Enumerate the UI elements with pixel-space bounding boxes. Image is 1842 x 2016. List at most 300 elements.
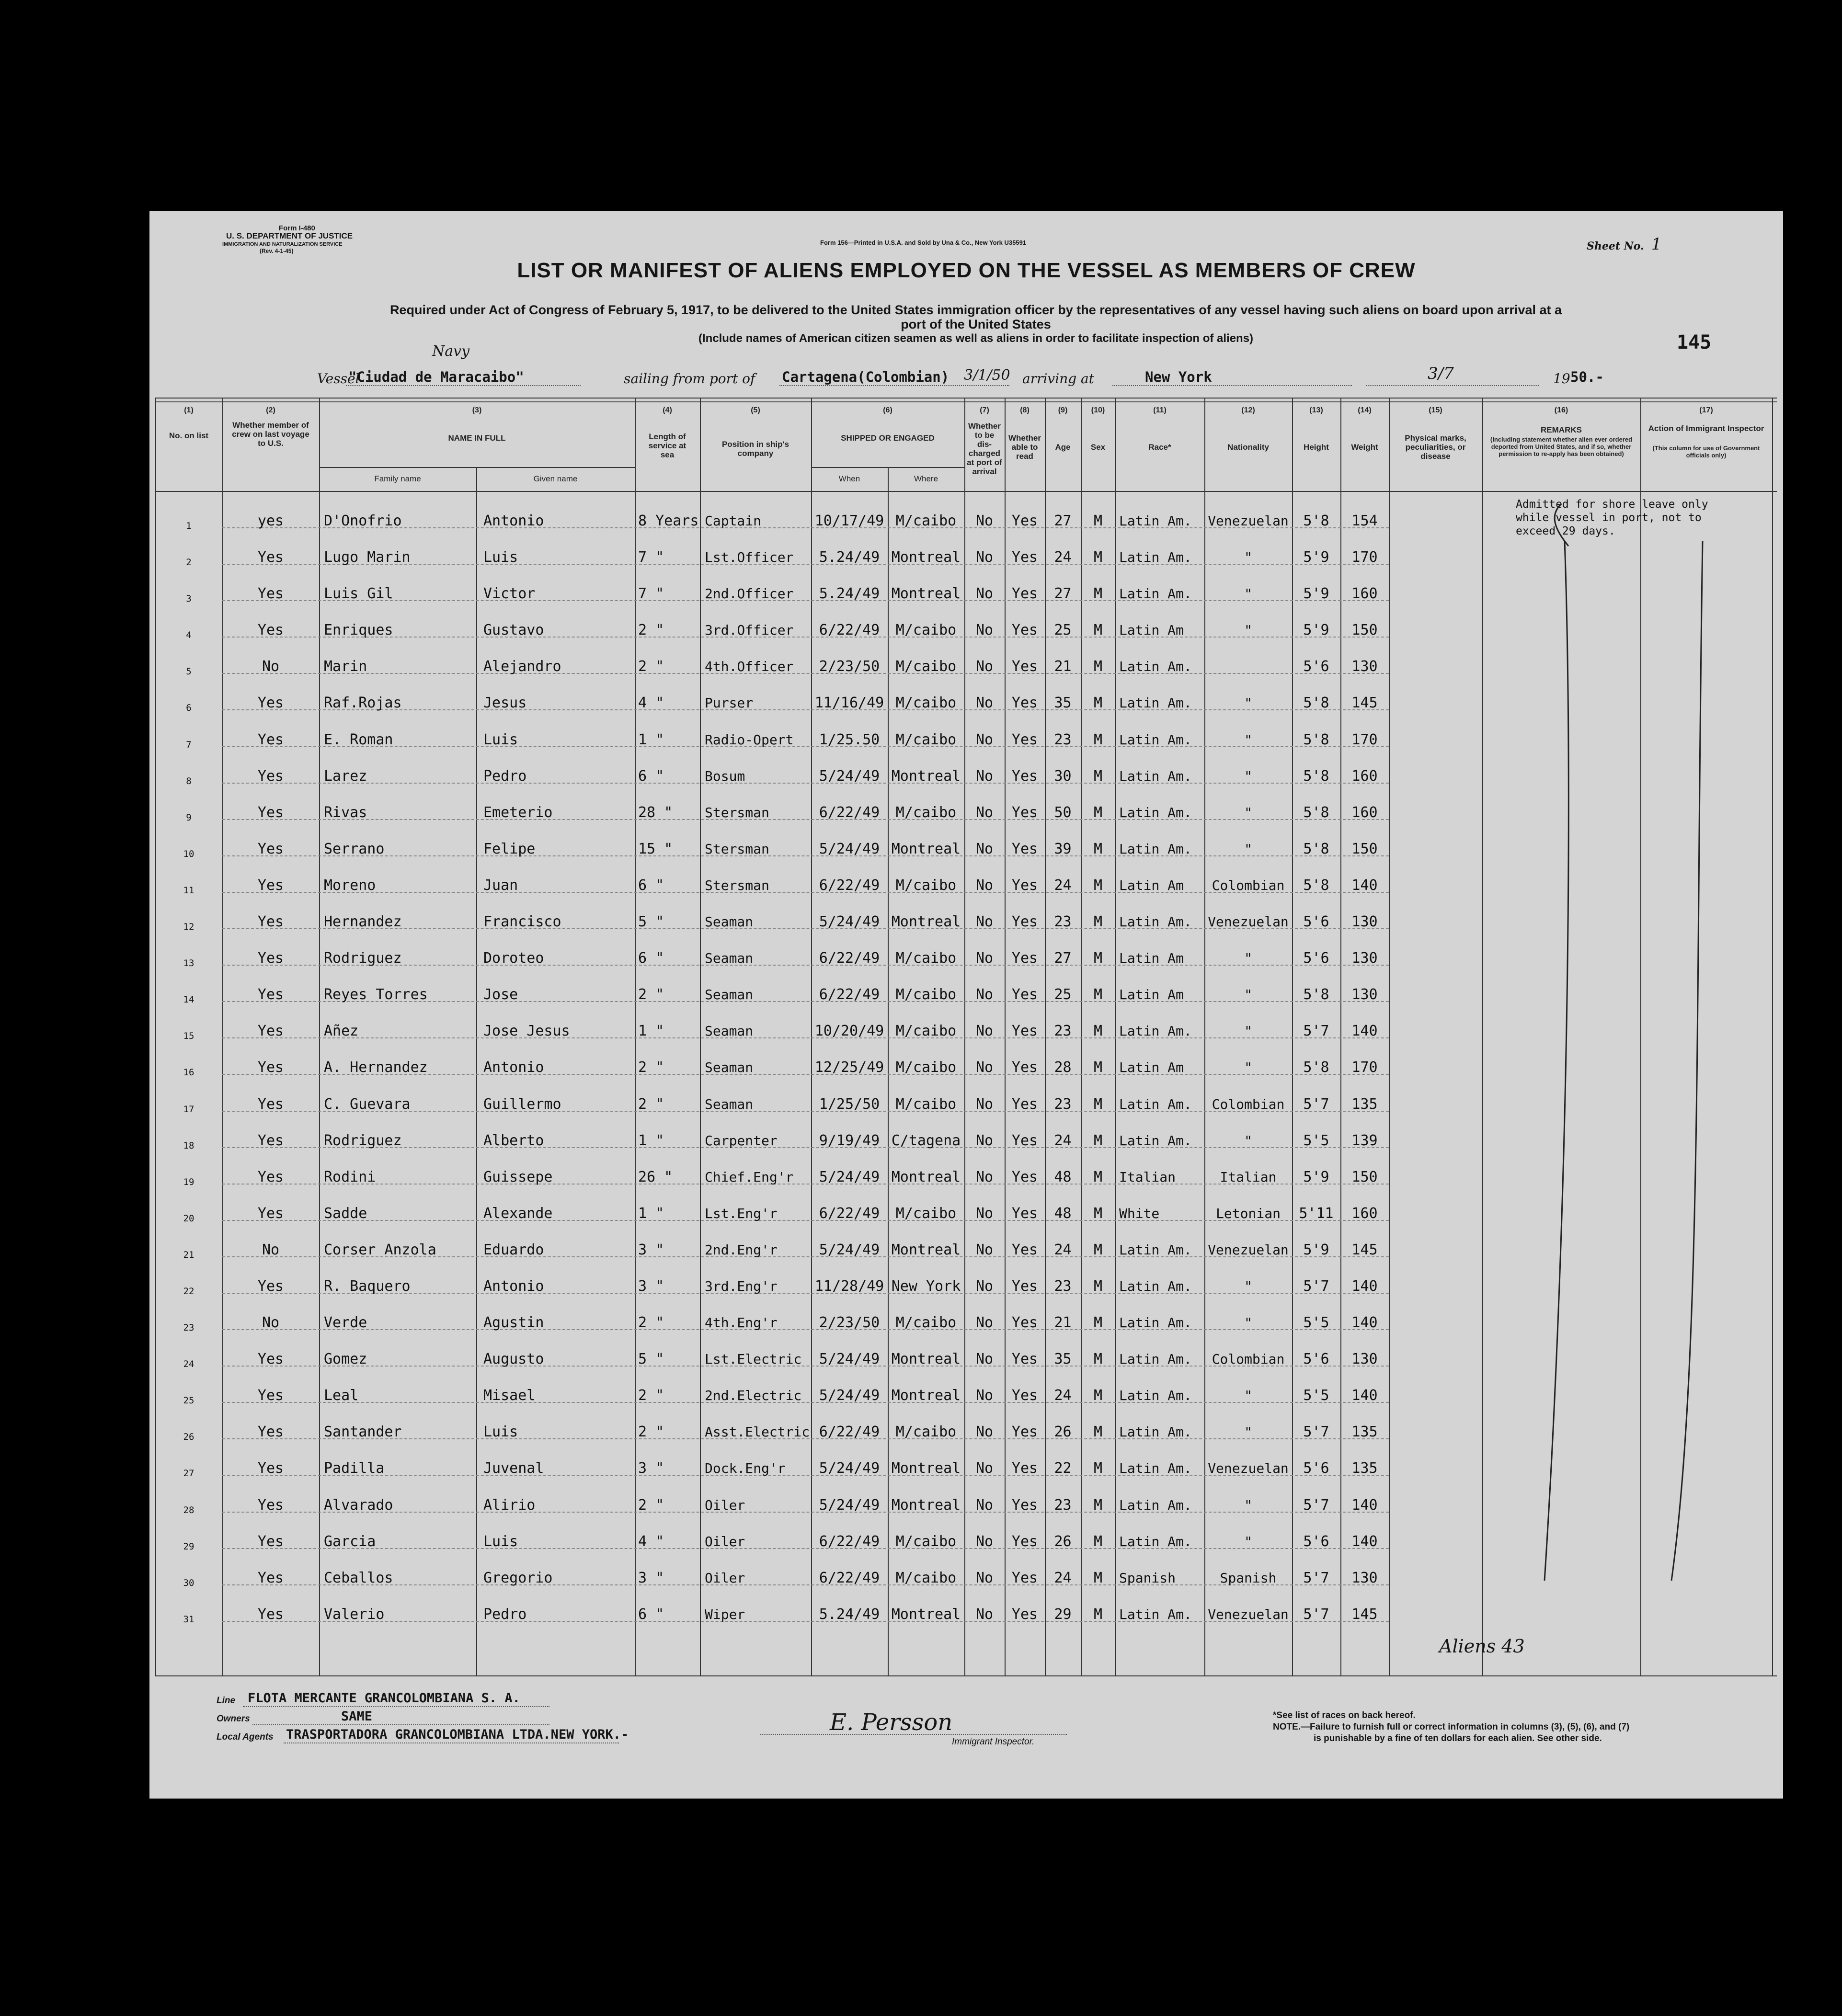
- sailing-label: sailing from port of: [624, 371, 755, 387]
- shipped-when: 10/20/49: [814, 1023, 884, 1040]
- height: 5'6: [1303, 913, 1329, 931]
- row-number: 4: [186, 630, 192, 641]
- height: 5'9: [1303, 1168, 1329, 1185]
- shipping-line: FLOTA MERCANTE GRANCOLOMBIANA S. A.: [248, 1691, 520, 1706]
- age: 25: [1054, 986, 1072, 1003]
- department: U. S. DEPARTMENT OF JUSTICE: [226, 231, 353, 240]
- age: 24: [1054, 1387, 1072, 1404]
- sex: M: [1093, 1314, 1103, 1332]
- discharged: No: [975, 1533, 994, 1550]
- service-length: 4 ": [638, 1533, 664, 1550]
- col-head-last-voyage: Whether member of crew on last voyage to U.S.: [232, 421, 309, 448]
- shipped-where: M/caibo: [895, 1205, 957, 1222]
- height: 5'7: [1303, 1606, 1329, 1623]
- discharged: No: [975, 549, 994, 566]
- nationality: Venezuelan: [1208, 1241, 1289, 1258]
- remark-line-2: while vessel in port, not to: [1516, 512, 1702, 524]
- weight: 150: [1351, 1168, 1378, 1185]
- col-head-nationality: Nationality: [1227, 443, 1269, 452]
- requirement-line-3: (Include names of American citizen seamen as well as aliens in order to facilitate inspection of aliens): [698, 332, 1254, 345]
- sex: M: [1093, 1132, 1103, 1149]
- race: Latin Am.: [1119, 768, 1192, 784]
- family-name: Ceballos: [324, 1569, 393, 1586]
- given-name: Misael: [483, 1387, 536, 1404]
- row-number: 10: [183, 848, 194, 859]
- weight: 170: [1351, 731, 1378, 748]
- family-name: Lugo Marin: [324, 549, 411, 566]
- able-to-read: Yes: [1011, 549, 1038, 566]
- discharged: No: [975, 1387, 994, 1404]
- shipped-where: M/caibo: [895, 986, 957, 1003]
- requirement-line-1: Required under Act of Congress of February 5, 1917, to be delivered to the United States immigration officer by the representatives of any vessel having such aliens on board upon arrival at a: [389, 303, 1562, 317]
- able-to-read: Yes: [1011, 1460, 1038, 1477]
- sex: M: [1093, 1424, 1103, 1441]
- race: Latin Am.: [1119, 1497, 1192, 1513]
- family-name: Marin: [324, 658, 367, 675]
- nationality: ": [1244, 1497, 1252, 1513]
- inspector-label: Immigrant Inspector.: [952, 1737, 1035, 1747]
- height: 5'7: [1303, 1496, 1329, 1514]
- race: Latin Am.: [1119, 841, 1192, 857]
- nationality: ": [1244, 549, 1252, 566]
- remark-line-3: exceed 29 days.: [1516, 525, 1615, 537]
- position: Lst.Eng'r: [705, 1205, 778, 1221]
- height: 5'7: [1303, 1023, 1329, 1040]
- height: 5'8: [1303, 695, 1329, 712]
- weight: 130: [1351, 986, 1378, 1003]
- discharged: No: [975, 950, 994, 967]
- remark-line-1: Admitted for shore leave only: [1516, 498, 1708, 511]
- race: Latin Am.: [1119, 513, 1192, 529]
- nationality: Italian: [1220, 1169, 1277, 1185]
- col-head-position: Position in ship's company: [721, 440, 789, 458]
- shipped-when: 5/24/49: [819, 1387, 880, 1404]
- last-voyage: Yes: [257, 1460, 284, 1477]
- shipped-when: 5/24/49: [819, 840, 880, 857]
- sex: M: [1093, 1460, 1103, 1477]
- shipped-where: M/caibo: [895, 1023, 957, 1040]
- col-head-where: Where: [914, 474, 938, 483]
- age: 24: [1054, 549, 1072, 566]
- col-num-1: (1): [184, 406, 194, 414]
- family-name: Moreno: [324, 877, 376, 894]
- able-to-read: Yes: [1011, 986, 1038, 1003]
- nationality: ": [1244, 622, 1252, 638]
- shipped-when: 9/19/49: [819, 1132, 880, 1149]
- nationality: ": [1244, 1278, 1252, 1294]
- able-to-read: Yes: [1011, 1533, 1038, 1550]
- sex: M: [1093, 1533, 1103, 1550]
- position: Seaman: [705, 914, 754, 930]
- nationality: Letonian: [1216, 1205, 1281, 1221]
- weight: 139: [1351, 1132, 1378, 1149]
- height: 5'7: [1303, 1424, 1329, 1441]
- col-head-name: NAME IN FULL: [448, 433, 506, 443]
- sex: M: [1093, 913, 1103, 931]
- nationality: ": [1244, 586, 1252, 602]
- row-number: 16: [183, 1067, 194, 1078]
- row-number: 28: [183, 1504, 194, 1515]
- race: Latin Am: [1119, 622, 1184, 638]
- weight: 150: [1351, 840, 1378, 857]
- row-number: 12: [183, 922, 194, 933]
- service-length: 3 ": [638, 1460, 664, 1477]
- service-length: 3 ": [638, 1241, 664, 1258]
- given-name: Guillermo: [483, 1095, 561, 1113]
- row-number: 22: [183, 1286, 194, 1297]
- able-to-read: Yes: [1011, 1023, 1038, 1040]
- col-head-family-name: Family name: [374, 474, 421, 483]
- service-length: 5 ": [638, 913, 664, 931]
- race: Latin Am: [1119, 1059, 1184, 1076]
- crew-table: [155, 398, 1777, 1676]
- shipped-where: Montreal: [891, 1387, 961, 1404]
- position: 4th.Officer: [705, 659, 794, 675]
- shipped-when: 1/25/50: [819, 1095, 880, 1113]
- given-name: Antonio: [483, 1059, 544, 1076]
- position: Seaman: [705, 987, 754, 1003]
- height: 5'7: [1303, 1277, 1329, 1295]
- age: 23: [1054, 731, 1072, 748]
- col-head-service: Length of service at sea: [648, 432, 686, 459]
- height: 5'8: [1303, 804, 1329, 821]
- position: Oiler: [705, 1497, 745, 1513]
- family-name: Rodriguez: [324, 1132, 402, 1149]
- age: 24: [1054, 1132, 1072, 1149]
- nationality: ": [1244, 1315, 1252, 1331]
- nationality: ": [1244, 987, 1252, 1003]
- discharged: No: [975, 1168, 994, 1185]
- sex: M: [1093, 1059, 1103, 1076]
- nationality: ": [1244, 1388, 1252, 1404]
- weight: 170: [1351, 1059, 1378, 1076]
- position: Seaman: [705, 1023, 754, 1039]
- given-name: Doroteo: [483, 950, 544, 967]
- last-voyage: Yes: [257, 1132, 284, 1149]
- row-number: 18: [183, 1140, 194, 1151]
- weight: 130: [1351, 913, 1378, 931]
- col-head-sex: Sex: [1090, 443, 1106, 452]
- given-name: Antonio: [483, 1277, 544, 1295]
- discharged: No: [975, 658, 994, 675]
- race: Latin Am.: [1119, 1351, 1192, 1367]
- position: Radio-Opert: [705, 731, 794, 748]
- position: Lst.Electric: [705, 1351, 802, 1367]
- row-number: 26: [183, 1432, 194, 1443]
- weight: 145: [1351, 1241, 1378, 1258]
- last-voyage: Yes: [257, 1059, 284, 1076]
- row-number: 3: [186, 593, 192, 604]
- last-voyage: No: [262, 658, 280, 675]
- family-name: Serrano: [324, 840, 385, 857]
- vessel-name: "Ciudad de Maracaibo": [348, 369, 524, 385]
- discharged: No: [975, 1241, 994, 1258]
- weight: 140: [1351, 1314, 1378, 1332]
- weight: 130: [1351, 950, 1378, 967]
- able-to-read: Yes: [1011, 804, 1038, 821]
- shipped-where: Montreal: [891, 1168, 961, 1185]
- service-length: 6 ": [638, 950, 664, 967]
- ditto-strokes: [155, 398, 1777, 1676]
- position: Captain: [705, 513, 762, 529]
- sex: M: [1093, 1277, 1103, 1295]
- position: Bosum: [705, 768, 745, 784]
- last-voyage: Yes: [257, 1168, 284, 1185]
- age: 48: [1054, 1168, 1072, 1185]
- arriving-label: arriving at: [1022, 371, 1094, 387]
- service-length: 6 ": [638, 877, 664, 894]
- col-num-10: (10): [1091, 406, 1105, 414]
- position: 3rd.Officer: [705, 622, 794, 638]
- col-head-height: Height: [1304, 443, 1329, 452]
- age: 23: [1054, 913, 1072, 931]
- age: 39: [1054, 840, 1072, 857]
- col-head-weight: Weight: [1351, 443, 1378, 452]
- given-name: Alexande: [483, 1205, 553, 1222]
- weight: 160: [1351, 767, 1378, 785]
- position: 2nd.Officer: [705, 586, 794, 602]
- arrival-date: 3/7: [1428, 364, 1454, 383]
- row-number: 27: [183, 1468, 194, 1479]
- position: Stersman: [705, 804, 769, 820]
- row-number: 5: [186, 666, 192, 677]
- row-number: 14: [183, 994, 194, 1005]
- able-to-read: Yes: [1011, 1569, 1038, 1586]
- service-length: 1 ": [638, 1023, 664, 1040]
- local-agents: TRASPORTADORA GRANCOLOMBIANA LTDA.NEW YORK.-: [286, 1727, 629, 1742]
- family-name: Garcia: [324, 1533, 376, 1550]
- col-head-given-name: Given name: [533, 474, 578, 483]
- col-num-2: (2): [266, 406, 275, 414]
- given-name: Jesus: [483, 695, 527, 712]
- row-number: 13: [183, 958, 194, 969]
- shipped-where: M/caibo: [895, 1569, 957, 1586]
- position: Asst.Electric: [705, 1424, 810, 1440]
- service-length: 8 Years: [638, 513, 699, 529]
- col-head-shipped: SHIPPED OR ENGAGED: [841, 433, 935, 443]
- nationality: Colombian: [1212, 1351, 1285, 1367]
- height: 5'6: [1303, 658, 1329, 675]
- col-num-7: (7): [980, 406, 989, 414]
- given-name: Eduardo: [483, 1241, 544, 1258]
- shipped-where: Montreal: [891, 913, 961, 931]
- given-name: Gustavo: [483, 622, 544, 639]
- shipped-when: 5/24/49: [819, 1460, 880, 1477]
- nationality: ": [1244, 950, 1252, 967]
- shipped-when: 6/22/49: [819, 804, 880, 821]
- discharged: No: [975, 622, 994, 639]
- age: 35: [1054, 1351, 1072, 1368]
- family-name: Valerio: [324, 1606, 385, 1623]
- race: White: [1119, 1205, 1160, 1221]
- row-number: 29: [183, 1541, 194, 1552]
- discharged: No: [975, 1606, 994, 1623]
- shipped-when: 1/25.50: [819, 731, 880, 748]
- nationality: ": [1244, 1424, 1252, 1440]
- able-to-read: Yes: [1011, 1241, 1038, 1258]
- service-length: 1 ": [638, 1205, 664, 1222]
- nationality: Spanish: [1220, 1570, 1277, 1586]
- row-number: 6: [186, 703, 192, 714]
- shipped-where: M/caibo: [895, 1314, 957, 1332]
- height: 5'7: [1303, 1095, 1329, 1113]
- last-voyage: Yes: [257, 767, 284, 785]
- row-number: 20: [183, 1213, 194, 1224]
- position: Lst.Officer: [705, 549, 794, 566]
- given-name: Jose Jesus: [483, 1023, 570, 1040]
- shipped-where: Montreal: [891, 1606, 961, 1623]
- race: Latin Am.: [1119, 1460, 1192, 1477]
- total-aliens: Aliens 43: [1439, 1636, 1525, 1657]
- family-name: Santander: [324, 1424, 402, 1441]
- last-voyage: Yes: [257, 840, 284, 857]
- family-name: A. Hernandez: [324, 1059, 428, 1076]
- sex: M: [1093, 804, 1103, 821]
- nationality: ": [1244, 841, 1252, 857]
- race: Spanish: [1119, 1570, 1176, 1586]
- given-name: Emeterio: [483, 804, 553, 821]
- discharged: No: [975, 840, 994, 857]
- height: 5'6: [1303, 1460, 1329, 1477]
- race: Latin Am: [1119, 987, 1184, 1003]
- family-name: Gomez: [324, 1351, 367, 1368]
- sex: M: [1093, 840, 1103, 857]
- family-name: Rivas: [324, 804, 367, 821]
- given-name: Luis: [483, 731, 518, 748]
- age: 50: [1054, 804, 1072, 821]
- shipped-where: Montreal: [891, 1351, 961, 1368]
- discharged: No: [975, 513, 994, 529]
- able-to-read: Yes: [1011, 1168, 1038, 1185]
- age: 23: [1054, 1023, 1072, 1040]
- weight: 135: [1351, 1460, 1378, 1477]
- shipped-where: Montreal: [891, 549, 961, 566]
- shipped-when: 5/24/49: [819, 1168, 880, 1185]
- service: IMMIGRATION AND NATURALIZATION SERVICE: [222, 241, 343, 247]
- discharged: No: [975, 767, 994, 785]
- shipped-where: M/caibo: [895, 877, 957, 894]
- family-name: Reyes Torres: [324, 986, 428, 1003]
- sex: M: [1093, 1205, 1103, 1222]
- nationality: ": [1244, 695, 1252, 711]
- form-number: Form I-480: [279, 224, 315, 232]
- nationality: ": [1244, 804, 1252, 820]
- shipped-where: Montreal: [891, 840, 961, 857]
- owners-label: Owners: [217, 1714, 250, 1724]
- nationality: Venezuelan: [1208, 1460, 1289, 1477]
- col-num-15: (15): [1429, 406, 1442, 414]
- family-name: Larez: [324, 767, 367, 785]
- col-head-physical: Physical marks, peculiarities, or disease: [1405, 433, 1466, 461]
- nationality: ": [1244, 1132, 1252, 1149]
- height: 5'9: [1303, 1241, 1329, 1258]
- shipped-where: M/caibo: [895, 1059, 957, 1076]
- given-name: Gregorio: [483, 1569, 553, 1586]
- shipped-where: M/caibo: [895, 950, 957, 967]
- weight: 160: [1351, 585, 1378, 603]
- shipped-when: 12/25/49: [814, 1059, 884, 1076]
- weight: 140: [1351, 1277, 1378, 1295]
- col-num-17: (17): [1699, 406, 1713, 414]
- family-name: C. Guevara: [324, 1095, 411, 1113]
- able-to-read: Yes: [1011, 695, 1038, 712]
- col-num-12: (12): [1241, 406, 1255, 414]
- service-length: 2 ": [638, 1424, 664, 1441]
- service-length: 3 ": [638, 1277, 664, 1295]
- requirement-line-2: port of the United States: [901, 317, 1051, 331]
- age: 27: [1054, 513, 1072, 529]
- given-name: Alberto: [483, 1132, 544, 1149]
- shipped-where: M/caibo: [895, 513, 957, 529]
- height: 5'8: [1303, 877, 1329, 894]
- sheet-label: Sheet No.: [1587, 240, 1644, 252]
- family-name: R. Baquero: [324, 1277, 411, 1295]
- age: 24: [1054, 1241, 1072, 1258]
- row-number: 17: [183, 1104, 194, 1115]
- age: 26: [1054, 1533, 1072, 1550]
- sex: M: [1093, 767, 1103, 785]
- arrival-port: New York: [1145, 369, 1212, 385]
- height: 5'8: [1303, 840, 1329, 857]
- discharged: No: [975, 1205, 994, 1222]
- row-number: 9: [186, 812, 192, 823]
- shipped-when: 6/22/49: [819, 1569, 880, 1586]
- service-length: 1 ": [638, 1132, 664, 1149]
- weight: 160: [1351, 1205, 1378, 1222]
- position: Stersman: [705, 841, 769, 857]
- discharged: No: [975, 585, 994, 603]
- able-to-read: Yes: [1011, 1351, 1038, 1368]
- shipped-when: 2/23/50: [819, 658, 880, 675]
- shipped-where: M/caibo: [895, 1095, 957, 1113]
- vessel-annotation: Navy: [432, 343, 470, 360]
- race: Latin Am.: [1119, 1388, 1192, 1404]
- row-number: 2: [186, 557, 192, 568]
- race: Latin Am.: [1119, 731, 1192, 748]
- given-name: Luis: [483, 1533, 518, 1550]
- able-to-read: Yes: [1011, 1132, 1038, 1149]
- height: 5'8: [1303, 767, 1329, 785]
- shipped-when: 11/16/49: [814, 695, 884, 712]
- owners: SAME: [341, 1709, 373, 1724]
- last-voyage: Yes: [257, 1387, 284, 1404]
- service-length: 2 ": [638, 1387, 664, 1404]
- race: Latin Am.: [1119, 804, 1192, 820]
- race: Latin Am.: [1119, 659, 1192, 675]
- vessel-label: Vessel: [317, 371, 360, 387]
- row-number: 8: [186, 775, 192, 786]
- weight: 135: [1351, 1095, 1378, 1113]
- sex: M: [1093, 1496, 1103, 1514]
- able-to-read: Yes: [1011, 1205, 1038, 1222]
- discharged: No: [975, 1460, 994, 1477]
- able-to-read: Yes: [1011, 622, 1038, 639]
- shipped-when: 10/17/49: [814, 513, 884, 529]
- race: Latin Am.: [1119, 914, 1192, 930]
- given-name: Antonio: [483, 513, 544, 529]
- position: Purser: [705, 695, 754, 711]
- service-length: 1 ": [638, 731, 664, 748]
- family-name: Raf.Rojas: [324, 695, 402, 712]
- note-penalty-2: is punishable by a fine of ten dollars for each alien. See other side.: [1314, 1733, 1602, 1743]
- able-to-read: Yes: [1011, 513, 1038, 529]
- sex: M: [1093, 695, 1103, 712]
- last-voyage: Yes: [257, 950, 284, 967]
- last-voyage: Yes: [257, 804, 284, 821]
- able-to-read: Yes: [1011, 1387, 1038, 1404]
- able-to-read: Yes: [1011, 1095, 1038, 1113]
- sex: M: [1093, 585, 1103, 603]
